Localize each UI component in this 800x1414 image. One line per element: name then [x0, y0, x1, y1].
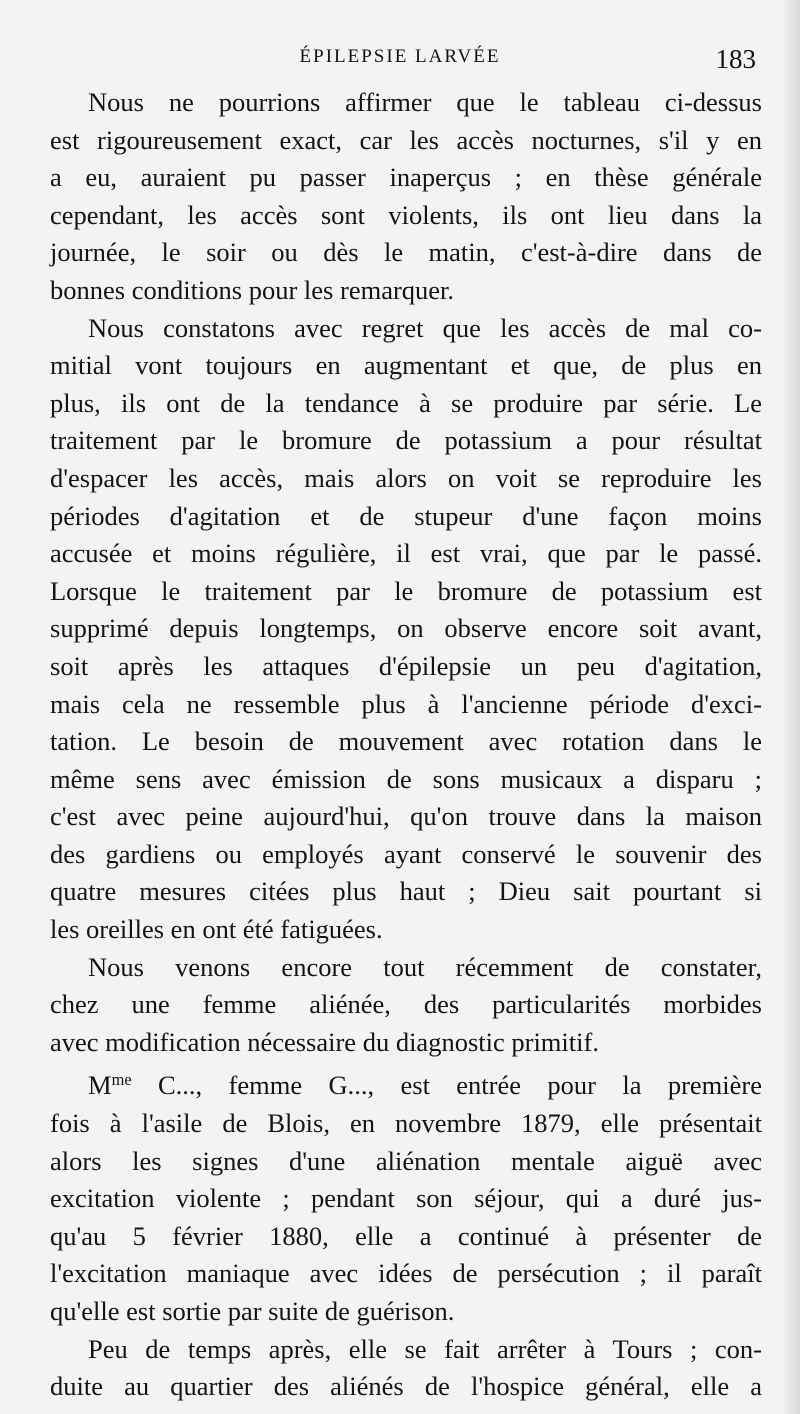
- page-number: 183: [715, 44, 756, 74]
- text-line: Nous constatons avec regret que les accès de mal co-: [88, 312, 762, 343]
- title-abbrev: $M^{me}$: [88, 1070, 132, 1101]
- text-line: duite au quartier des aliénés de l'hospice général, elle a: [50, 1371, 762, 1402]
- text-line: alors les signes d'une aliénation mentale aiguë avec: [50, 1145, 762, 1176]
- text-line-rest: C..., femme G..., est entrée pour la première: [131, 1070, 762, 1101]
- text-line: Lorsque le traitement par le bromure de potassium est: [50, 575, 762, 606]
- superscript: me: [111, 1070, 132, 1090]
- text-line: l'excitation maniaque avec idées de persécution ; il paraît: [50, 1258, 762, 1289]
- text-line: accusée et moins régulière, il est vrai, que par le passé.: [50, 538, 762, 569]
- text-line: tation. Le besoin de mouvement avec rotation dans le: [50, 726, 762, 757]
- text-line-mme: [50, 1061, 762, 1105]
- text-line: Nous ne pourrions affirmer que le tableau ci-dessus: [88, 87, 762, 117]
- text-line: les oreilles en ont été fatiguées.: [50, 914, 383, 945]
- page-edge-shadow: [782, 0, 800, 1414]
- text-line: Peu de temps après, elle se fait arrêter à Tours ; con-: [88, 1333, 762, 1364]
- text-line: plus, ils ont de la tendance à se produire par série. Le: [50, 387, 762, 418]
- text-line: est rigoureusement exact, car les accès nocturnes, s'il y en: [50, 124, 762, 155]
- text-line: d'espacer les accès, mais alors on voit se reproduire les: [50, 462, 762, 493]
- text-line: qu'elle est sortie par suite de guérison.: [50, 1296, 455, 1327]
- text-line: des gardiens ou employés ayant conservé le souvenir des: [50, 838, 762, 869]
- text-line: bonnes conditions pour les remarquer.: [50, 274, 455, 305]
- text-line: mais cela ne ressemble plus à l'ancienne période d'exci-: [50, 688, 762, 719]
- page-header: [0, 44, 800, 80]
- text-line: quatre mesures citées plus haut ; Dieu sait pourtant si: [50, 876, 762, 907]
- running-title: ÉPILEPSIE LARVÉE: [299, 46, 501, 67]
- text-line: avec modification nécessaire du diagnostic primitif.: [50, 1026, 599, 1057]
- text-line: a eu, auraient pu passer inaperçus ; en thèse générale: [50, 162, 762, 193]
- text-line: périodes d'agitation et de stupeur d'une façon moins: [50, 500, 762, 531]
- text-line: qu'au 5 février 1880, elle a continué à présenter de: [50, 1220, 762, 1251]
- text-line: supprimé depuis longtemps, on observe encore soit avant,: [50, 613, 762, 644]
- text-line: chez une femme aliénée, des particularités morbides: [50, 989, 762, 1020]
- text-line: journée, le soir ou dès le matin, c'est-à-dire dans de: [50, 237, 762, 268]
- text-line: fois à l'asile de Blois, en novembre 1879, elle présentait: [50, 1108, 762, 1139]
- text-line: excitation violente ; pendant son séjour, qui a duré jus-: [50, 1183, 762, 1214]
- text-line: Nous venons encore tout récemment de constater,: [88, 951, 762, 982]
- text-line: mitial vont toujours en augmentant et que, de plus en: [50, 350, 762, 381]
- text-line: traitement par le bromure de potassium a pour résultat: [50, 425, 762, 456]
- text-line: cependant, les accès sont violents, ils ont lieu dans la: [50, 199, 762, 230]
- text-line: même sens avec émission de sons musicaux a disparu ;: [50, 763, 762, 794]
- text-line: soit après les attaques d'épilepsie un peu d'agitation,: [50, 650, 762, 681]
- body-text: [50, 84, 762, 1406]
- text-line: c'est avec peine aujourd'hui, qu'on trouve dans la maison: [50, 801, 762, 832]
